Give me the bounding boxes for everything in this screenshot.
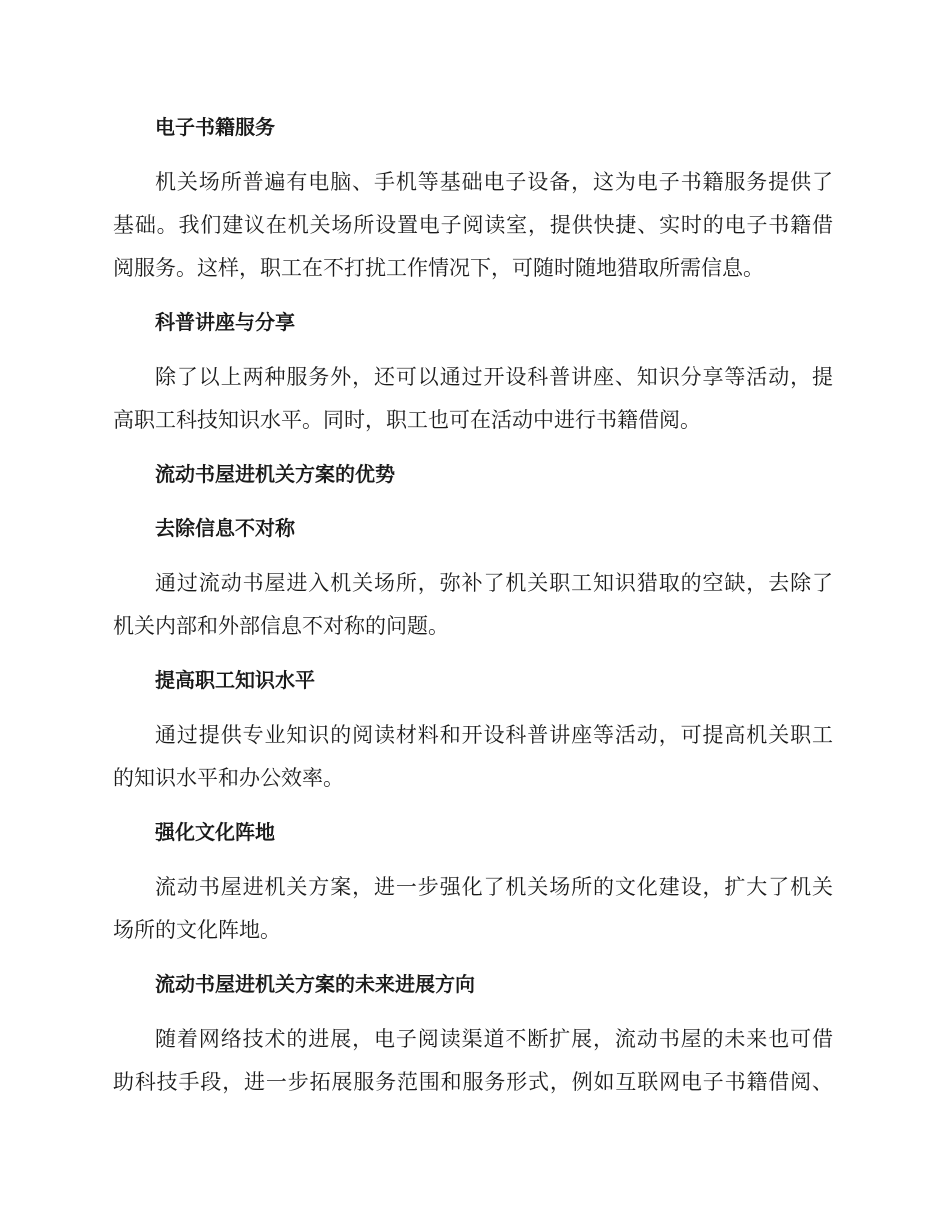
- paragraph-line: 的知识水平和办公效率。: [113, 766, 344, 790]
- paragraph-line: 通过流动书屋进入机关场所，弥补了机关职工知识猎取的空缺，去除了: [155, 571, 833, 595]
- section-heading: 科普讲座与分享: [155, 310, 295, 334]
- section-heading: 提高职工知识水平: [155, 668, 315, 692]
- paragraph-line: 基础。我们建议在机关场所设置电子阅读室，提供快捷、实时的电子书籍借: [113, 213, 833, 237]
- section-heading: 电子书籍服务: [155, 115, 275, 139]
- paragraph-line: 机关内部和外部信息不对称的问题。: [113, 614, 449, 638]
- section-heading: 流动书屋进机关方案的优势: [155, 462, 395, 486]
- section-heading: 流动书屋进机关方案的未来进展方向: [155, 972, 475, 996]
- paragraph-line: 机关场所普遍有电脑、手机等基础电子设备，这为电子书籍服务提供了: [155, 170, 833, 194]
- section-heading: 强化文化阵地: [155, 820, 275, 844]
- paragraph-line: 通过提供专业知识的阅读材料和开设科普讲座等活动，可提高机关职工: [155, 723, 833, 747]
- paragraph-line: 除了以上两种服务外，还可以通过开设科普讲座、知识分享等活动，提: [155, 365, 833, 389]
- paragraph-line: 高职工科技知识水平。同时，职工也可在活动中进行书籍借阅。: [113, 408, 701, 432]
- section-heading: 去除信息不对称: [155, 516, 295, 540]
- paragraph-line: 阅服务。这样，职工在不打扰工作情况下，可随时随地猎取所需信息。: [113, 256, 764, 280]
- paragraph-line: 助科技手段，进一步拓展服务范围和服务形式，例如互联网电子书籍借阅、: [113, 1070, 833, 1094]
- paragraph-line: 场所的文化阵地。: [113, 918, 281, 942]
- paragraph-line: 随着网络技术的进展，电子阅读渠道不断扩展，流动书屋的未来也可借: [155, 1027, 833, 1051]
- paragraph-line: 流动书屋进机关方案，进一步强化了机关场所的文化建设，扩大了机关: [155, 875, 833, 899]
- document-page: [113, 0, 833, 1230]
